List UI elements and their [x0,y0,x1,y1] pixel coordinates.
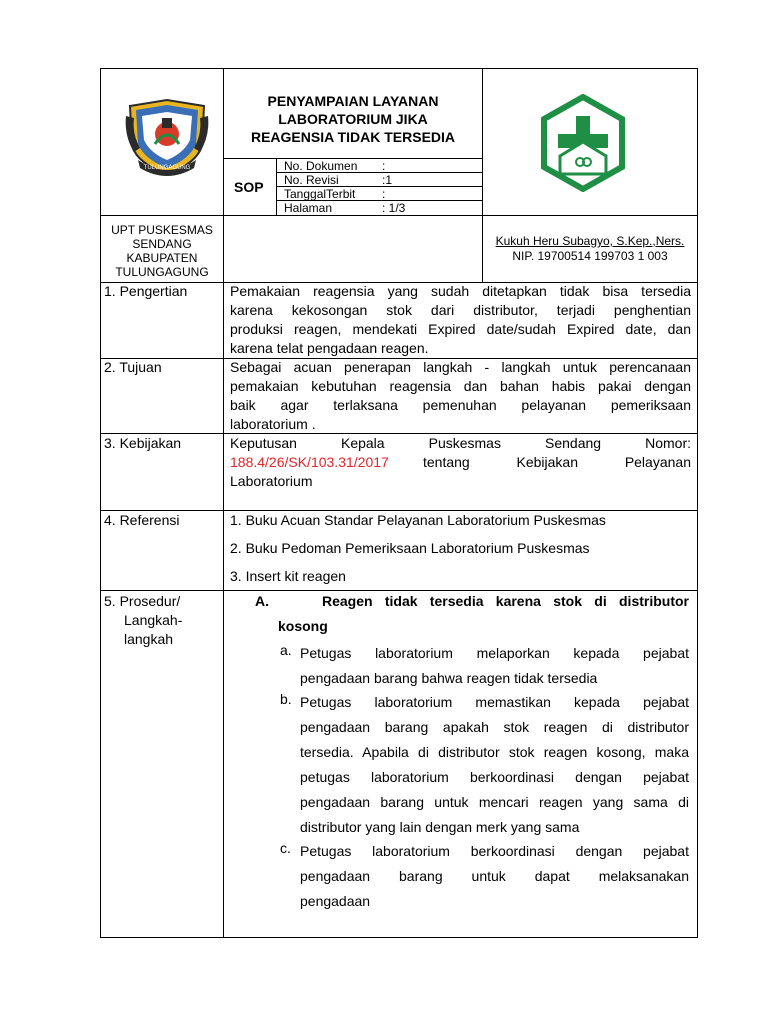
section-body-tujuan [230,358,691,434]
section-label-kebijakan: 3. Kebijakan [104,435,182,451]
section-label-referensi: 4. Referensi [104,512,180,528]
title-line-1: PENYAMPAIAN LAYANAN [267,93,439,109]
pengertian-line-4: karena telat pengadaan reagen. [230,340,429,356]
step-c-text [300,839,689,914]
tujuan-line-4: laboratorium . [230,416,316,432]
prosedur-heading-letter: A. [255,593,269,609]
kebijakan-line-2 [230,453,691,472]
doc-field-label-3: TanggalTerbit [284,187,356,201]
step-b-text [300,690,689,840]
kebijakan-line-2-rest [423,453,691,472]
sop-label: SOP [234,179,264,195]
kebijakan-line-3: Laboratorium [230,473,313,489]
prosedur-label-line-3: langkah [124,631,174,647]
doc-field-label-4: Halaman [284,201,333,215]
prosedur-heading-line-1: Reagen tidak tersedia karena stok di distributor [322,593,689,609]
step-b-line-5: pengadaan barang untuk mencari reagen yang sama di [300,794,689,810]
document-title [224,92,482,146]
table-border-right [697,68,698,938]
pengertian-line-1: Pemakaian reagensia yang sudah ditetapkan tidak bisa tersedia [230,283,691,299]
title-line-3: REAGENSIA TIDAK TERSEDIA [250,129,456,145]
table-border-top [100,68,698,69]
step-c-marker: c. [280,840,291,856]
referensi-item-3: 3. Insert kit reagen [230,568,346,584]
section-body-kebijakan [230,434,691,491]
step-a-text [300,641,689,691]
puskesmas-logo-icon [540,94,626,192]
kebijakan-word-tentang: tentang [423,454,470,470]
step-a-marker: a. [280,642,292,658]
step-b-line-1: Petugas laboratorium memastikan kepada pejabat [300,694,689,710]
pengertian-line-3: produksi reagen, mendekati Expired date/sudah Expired date, dan [230,321,691,337]
doc-field-label-2: No. Revisi [284,173,339,187]
section-body-pengertian [230,282,691,358]
table-border-bottom [100,937,698,938]
org-line-4: TULUNGAGUNG [115,265,209,279]
signatory-name: Kukuh Heru Subagyo, S.Kep.,Ners. [495,234,685,248]
section-label-prosedur [104,592,182,649]
step-b-line-6: distributor yang lain dengan merk yang sama [300,819,580,835]
kebijakan-word-pelayanan: Pelayanan [624,454,691,470]
organization-name [101,223,223,279]
prosedur-label-line-1: 5. Prosedur/ [104,593,181,609]
tujuan-line-3: baik agar terlaksana pemenuhan pelayanan pemeriksaan [230,397,691,413]
org-line-1: UPT PUSKESMAS [111,223,213,237]
step-b-line-2: pengadaan barang apakah stok reagen di distributor [300,719,689,735]
prosedur-label-line-2: Langkah- [124,612,183,628]
row-line-5 [100,590,698,591]
section-label-tujuan: 2. Tujuan [104,359,162,375]
step-b-line-4: petugas laboratorium berkoordinasi dengan pejabat [300,769,689,785]
step-a-line-1: Petugas laboratorium melaporkan kepada pejabat [300,645,689,661]
pengertian-line-2: karena kekosongan stok dari distributor, terjadi penghentian [230,302,691,318]
prosedur-heading-line-2: kosong [278,618,328,634]
signatory [483,234,697,264]
doc-field-label-1: No. Dokumen [284,159,358,173]
table-divider-col1 [223,68,224,938]
tujuan-line-2: pemakaian kebutuhan reagensia dan bahan habis pakai dengan [230,378,691,394]
referensi-item-1: 1. Buku Acuan Standar Pelayanan Laboratorium Puskesmas [230,512,606,528]
org-line-3: KABUPATEN [126,251,198,265]
crest-banner-text: TULUNGAGUNG [143,165,191,171]
step-b-marker: b. [280,691,292,707]
signatory-nip: NIP. 19700514 199703 1 003 [512,249,668,263]
step-c-line-2: pengadaan barang untuk dapat melaksanakan [300,868,689,884]
doc-field-value-4: : 1/3 [382,201,406,215]
kebijakan-word-kebijakan: Kebijakan [516,454,579,470]
kebijakan-line-1: Keputusan Kepala Puskesmas Sendang Nomor: [230,435,691,451]
doc-field-value-3: : [382,187,386,201]
org-line-2: SENDANG [132,237,192,251]
tulungagung-crest-icon [122,96,212,180]
doc-field-value-1: : [382,159,386,173]
step-a-line-2: pengadaan barang bahwa reagen tidak tersedia [300,670,598,686]
step-c-line-3: pengadaan [300,893,371,909]
decree-number: 188.4/26/SK/103.31/2017 [230,454,389,470]
title-line-2: LABORATORIUM JIKA [278,111,428,127]
header-bottom-line [100,215,698,216]
tujuan-line-1: Sebagai acuan penerapan langkah - langkah untuk perencanaan [230,359,691,375]
step-b-line-3: tersedia. Apabila di distributor stok reagen kosong, maka [300,744,689,760]
section-label-pengertian: 1. Pengertian [104,283,188,299]
doc-field-value-2: :1 [382,173,393,187]
step-c-line-1: Petugas laboratorium berkoordinasi dengan pejabat [300,843,689,859]
table-border-left [100,68,101,938]
referensi-item-2: 2. Buku Pedoman Pemeriksaan Laboratorium Puskesmas [230,540,590,556]
